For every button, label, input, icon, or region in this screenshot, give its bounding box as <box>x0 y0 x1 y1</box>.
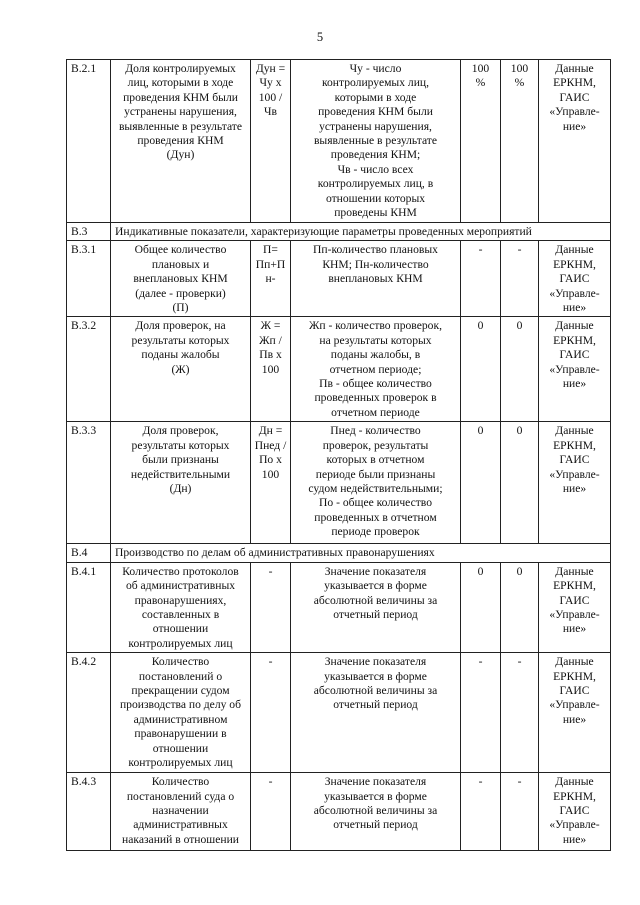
cell-description: Значение показателя указывается в форме абсолютной величины за отчетный период <box>291 653 461 773</box>
table-row <box>67 317 611 422</box>
table-row <box>67 241 611 317</box>
cell-code: В.4.1 <box>67 562 111 652</box>
cell-description: Значение показателя указывается в форме абсолютной величины за отчетный период <box>291 773 461 851</box>
cell-formula: - <box>251 773 291 851</box>
cell-source: Данные ЕРКНМ, ГАИС «Управле- ние» <box>539 653 611 773</box>
cell-code: В.2.1 <box>67 60 111 223</box>
cell-source: Данные ЕРКНМ, ГАИС «Управле- ние» <box>539 241 611 317</box>
cell-code: В.3.3 <box>67 422 111 544</box>
cell-value: - <box>501 773 539 851</box>
cell-name: Количество постановлений суда о назначении административных наказаний в отношении <box>111 773 251 851</box>
cell-target: - <box>461 653 501 773</box>
cell-title: Производство по делам об административных правонарушениях <box>111 544 611 562</box>
cell-formula: - <box>251 653 291 773</box>
cell-code: В.4.3 <box>67 773 111 851</box>
table-row <box>67 562 611 652</box>
cell-value: - <box>501 653 539 773</box>
cell-name: Количество протоколов об административных правонарушениях, составленных в отношении контролируемых лиц <box>111 562 251 652</box>
table-row <box>67 60 611 223</box>
cell-source: Данные ЕРКНМ, ГАИС «Управле- ние» <box>539 422 611 544</box>
cell-value: 100 % <box>501 60 539 223</box>
cell-formula: Дун = Чу х 100 / Чв <box>251 60 291 223</box>
cell-formula: П= Пп+П н- <box>251 241 291 317</box>
cell-target: 0 <box>461 562 501 652</box>
cell-description: Чу - число контролируемых лиц, которыми в ходе проведения КНМ были устранены нарушения, выявленные в результате проведения КНМ; Чв - число всех контролируемых лиц, в отношении которых проведены КНМ <box>291 60 461 223</box>
indicators-table <box>66 59 611 851</box>
cell-description: Жп - количество проверок, на результаты которых поданы жалобы, в отчетном периоде; Пв - общее количество проведенных проверок в отчетном периоде <box>291 317 461 422</box>
table-row <box>67 773 611 851</box>
cell-name: Количество постановлений о прекращении судом производства по делу об административном правонарушении в отношении контролируемых лиц <box>111 653 251 773</box>
cell-source: Данные ЕРКНМ, ГАИС «Управле- ние» <box>539 562 611 652</box>
cell-title: Индикативные показатели, характеризующие параметры проведенных мероприятий <box>111 223 611 241</box>
cell-description: Пп-количество плановых КНМ; Пн-количество внеплановых КНМ <box>291 241 461 317</box>
cell-formula: Дн = Пнед / По х 100 <box>251 422 291 544</box>
cell-formula: - <box>251 562 291 652</box>
cell-name: Доля контролируемых лиц, которыми в ходе проведения КНМ были устранены нарушения, выявленные в результате проведения КНМ (Дун) <box>111 60 251 223</box>
cell-target: 100 % <box>461 60 501 223</box>
cell-code: В.4.2 <box>67 653 111 773</box>
cell-source: Данные ЕРКНМ, ГАИС «Управле- ние» <box>539 317 611 422</box>
cell-value: - <box>501 241 539 317</box>
cell-target: 0 <box>461 317 501 422</box>
cell-name: Общее количество плановых и внеплановых КНМ (далее - проверки) (П) <box>111 241 251 317</box>
cell-description: Значение показателя указывается в форме абсолютной величины за отчетный период <box>291 562 461 652</box>
cell-value: 0 <box>501 562 539 652</box>
cell-name: Доля проверок, результаты которых были признаны недействительными (Дн) <box>111 422 251 544</box>
table-row <box>67 422 611 544</box>
cell-source: Данные ЕРКНМ, ГАИС «Управле- ние» <box>539 773 611 851</box>
cell-code: В.4 <box>67 544 111 562</box>
table-row <box>67 653 611 773</box>
cell-source: Данные ЕРКНМ, ГАИС «Управле- ние» <box>539 60 611 223</box>
cell-code: В.3.2 <box>67 317 111 422</box>
cell-code: В.3 <box>67 223 111 241</box>
table-body <box>67 60 611 851</box>
page-number: 5 <box>316 30 324 44</box>
cell-value: 0 <box>501 422 539 544</box>
cell-target: 0 <box>461 422 501 544</box>
cell-code: В.3.1 <box>67 241 111 317</box>
cell-description: Пнед - количество проверок, результаты которых в отчетном периоде были признаны судом недействительными; По - общее количество проведенных в отчетном периоде проверок <box>291 422 461 544</box>
section-row <box>67 544 611 562</box>
cell-name: Доля проверок, на результаты которых поданы жалобы (Ж) <box>111 317 251 422</box>
section-row <box>67 223 611 241</box>
cell-value: 0 <box>501 317 539 422</box>
cell-formula: Ж = Жп / Пв х 100 <box>251 317 291 422</box>
cell-target: - <box>461 241 501 317</box>
cell-target: - <box>461 773 501 851</box>
